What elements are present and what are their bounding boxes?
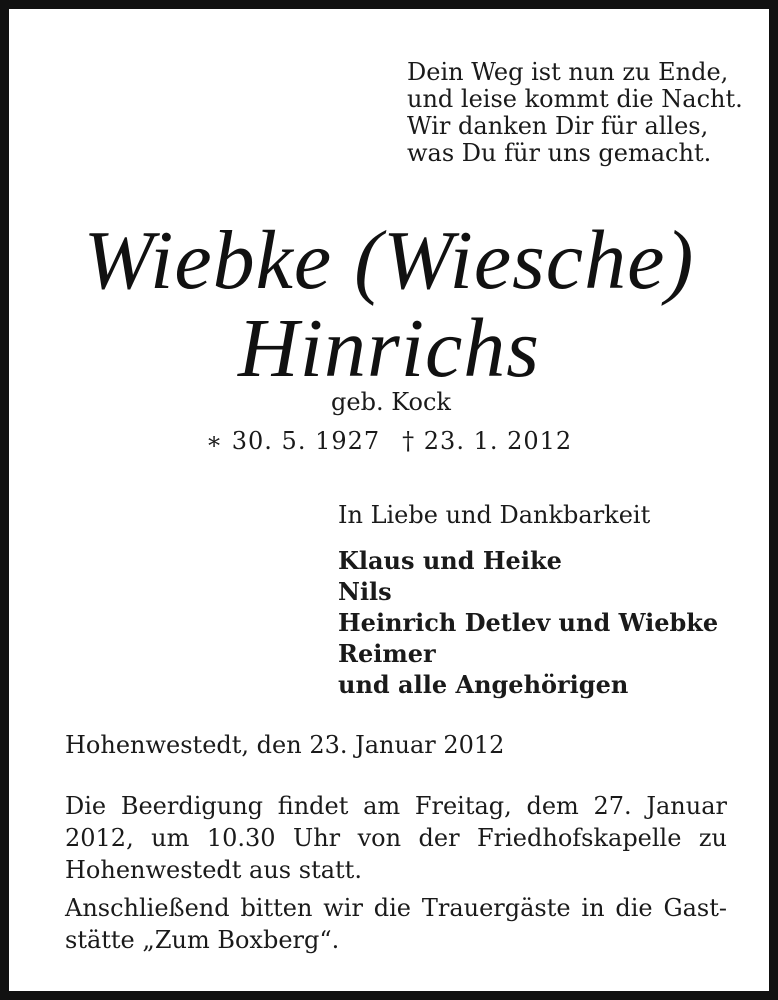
funeral-text-line: 2012, um 10.30 Uhr von der Friedhofskapelle zu [65, 824, 727, 852]
deceased-name-line1: Wiebke (Wiesche) [83, 214, 695, 307]
mourner-name: Heinrich Detlev und Wiebke [338, 608, 719, 637]
reception-text-line: Anschließend bitten wir die Trauergäste in die Gast- [65, 894, 727, 922]
poem-line: Dein Weg ist nun zu Ende, [407, 58, 729, 86]
mourner-name: Klaus und Heike [338, 546, 562, 575]
mourners-block [338, 500, 718, 700]
life-dates [9, 426, 769, 456]
deceased-name [9, 214, 769, 395]
birth-date: ∗ 30. 5. 1927 [205, 427, 381, 455]
mourners-intro: In Liebe und Dankbarkeit [338, 501, 651, 529]
funeral-information [65, 790, 727, 956]
mourner-name: Nils [338, 577, 392, 606]
funeral-text-line: Die Beerdigung findet am Freitag, dem 27. Januar [65, 792, 727, 820]
poem-line: Wir danken Dir für alles, [407, 112, 709, 140]
mourner-name: und alle Angehörigen [338, 670, 629, 699]
mourner-name: Reimer [338, 639, 436, 668]
place-and-date: Hohenwestedt, den 23. Januar 2012 [65, 731, 505, 759]
death-date: † 23. 1. 2012 [402, 427, 573, 455]
poem-line: und leise kommt die Nacht. [407, 85, 743, 113]
maiden-name: geb. Kock [331, 388, 451, 416]
reception-text-line: stätte „Zum Boxberg“. [65, 926, 340, 954]
poem-line: was Du für uns gemacht. [407, 139, 712, 167]
deceased-name-line2: Hinrichs [238, 302, 540, 395]
reception-information [65, 892, 727, 956]
funeral-text-line: Hohenwestedt aus statt. [65, 856, 362, 884]
memorial-poem [407, 59, 743, 167]
